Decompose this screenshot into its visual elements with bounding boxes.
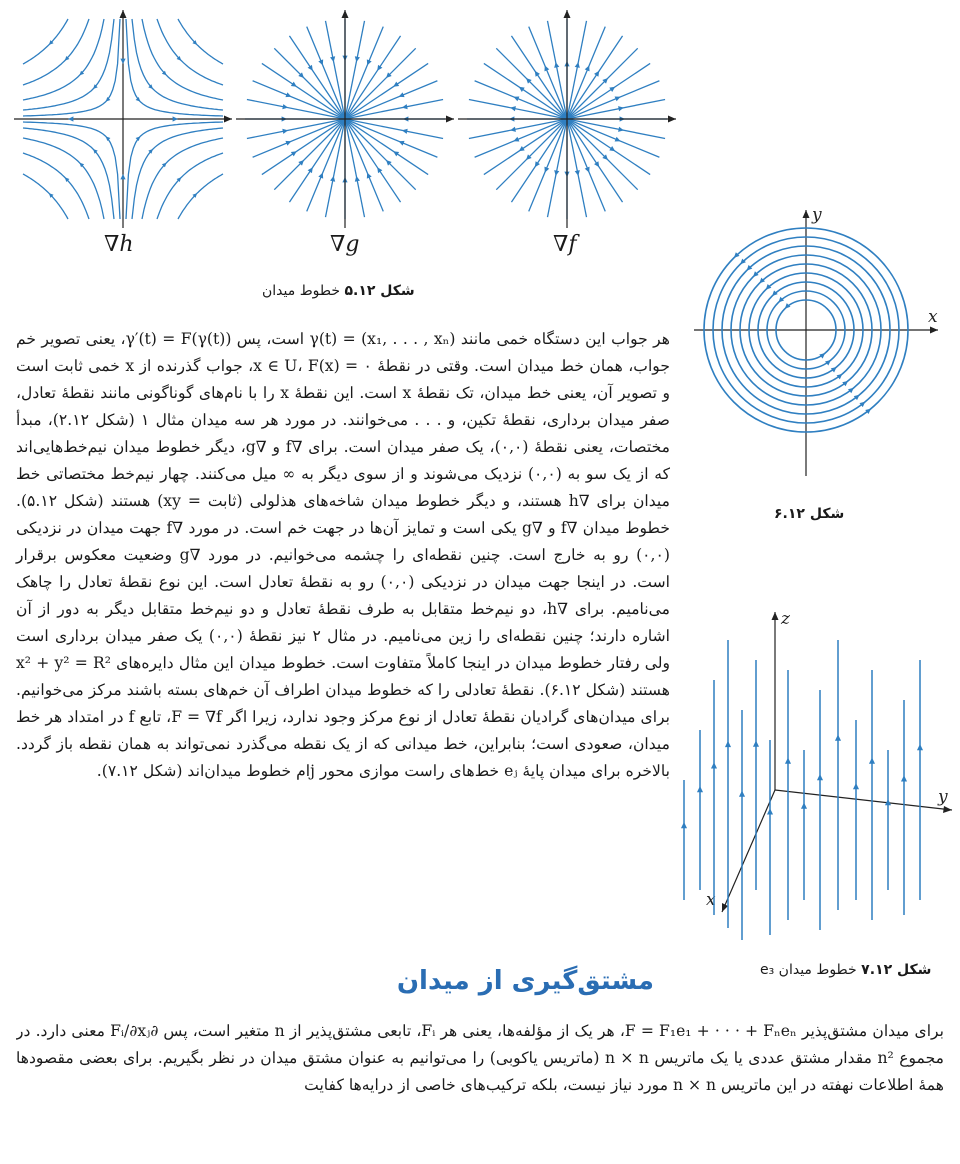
section-title: مشتق‌گیری از میدان — [396, 966, 654, 996]
y-axis-arrow — [803, 210, 810, 218]
x-axis-arrow — [930, 327, 938, 334]
y-axis-arrow — [120, 10, 127, 18]
hyperbola-branch — [23, 19, 68, 64]
figure-6-caption — [774, 506, 844, 522]
figure-basis-field — [670, 600, 955, 945]
ray-arrow — [308, 167, 313, 173]
line-arrow — [817, 774, 823, 780]
branch-arrow — [106, 97, 111, 102]
hyperbola-branch — [142, 138, 223, 219]
x-axis — [722, 790, 775, 912]
ray-arrow — [519, 87, 525, 92]
figure-7-caption — [760, 962, 931, 978]
figure-5-caption-num: شکل ۵.۱۲ — [344, 283, 415, 299]
line-arrow — [901, 775, 907, 781]
axis-flow-arrow — [173, 116, 178, 121]
ray-arrow — [291, 82, 297, 87]
field-ray — [496, 48, 567, 119]
line-arrow — [711, 762, 717, 768]
line-arrow — [725, 741, 731, 747]
ray-arrow — [535, 71, 540, 77]
hyperbola-branch — [23, 174, 68, 219]
ray-arrow — [609, 87, 615, 92]
line-arrow — [753, 741, 759, 747]
ray-arrow — [609, 146, 615, 151]
ray-arrow — [355, 176, 360, 182]
ray-arrow — [510, 127, 516, 132]
ray-arrow — [618, 127, 624, 132]
ray-arrow — [393, 82, 399, 87]
y-axis-arrow — [564, 10, 571, 18]
line-arrow — [697, 786, 703, 792]
figure-saddle — [14, 10, 232, 228]
concentric-circles-plot — [688, 196, 950, 486]
hyperbola-branch — [23, 19, 104, 100]
line-arrow — [853, 783, 859, 789]
ray-arrow — [554, 170, 559, 176]
figure-7-caption-num: شکل ۷.۱۲ — [861, 962, 932, 978]
ray-arrow — [282, 104, 288, 109]
ray-arrow — [330, 176, 335, 182]
figure-5-caption-text: خطوط میدان — [262, 283, 341, 299]
z-axis-label: z — [781, 609, 790, 629]
ray-arrow — [535, 161, 540, 167]
y-axis-label: y — [812, 205, 822, 225]
ray-arrow — [618, 106, 624, 111]
ray-arrow — [402, 104, 408, 109]
line-arrow — [869, 758, 875, 764]
axis-flow-arrow — [120, 59, 125, 64]
ray-arrow — [594, 71, 599, 77]
x-axis-arrow — [668, 116, 676, 123]
saddle-field-plot — [14, 10, 232, 228]
x-axis-arrow — [224, 116, 232, 123]
branch-arrow — [136, 136, 141, 141]
line-arrow — [739, 791, 745, 797]
hyperbola-branch — [142, 19, 223, 100]
figure-5-caption — [262, 283, 415, 299]
paragraph-2: برای میدان مشتق‌پذیر F = F₁e₁ + · · · + Fₙeₙ، هر یک از مؤلفه‌ها، یعنی هر Fᵢ، تابعی مشتق‌پذیر از n متغیر است، پس ∂Fᵢ/∂xⱼ معنی دارد. در مجموع n² مقدار مشتق عددی یا یک ماتریس n × n (ماتریس یاکوبی) را می‌توانیم به عنوان مشتق میدان در نظر بگیریم. برای بعضی مقصودها همهٔ اطلاعات نهفته در این ماتریس n × n مورد نیاز نیست، بلکه ترکیب‌های خاصی از درایه‌ها کفایت — [16, 1022, 944, 1094]
panel-label-grad-f: ∇f — [553, 232, 577, 257]
hyperbola-branch — [23, 138, 104, 219]
figure-6-caption-num: شکل ۶.۱۲ — [774, 506, 845, 522]
x-axis-label: x — [928, 307, 938, 327]
ray-arrow — [330, 56, 335, 62]
y-axis — [775, 790, 952, 810]
ray-arrow — [575, 62, 580, 68]
figure-center — [688, 196, 950, 486]
line-arrow — [767, 808, 773, 814]
z-axis-arrow — [772, 612, 779, 620]
field-ray — [567, 119, 638, 190]
y-axis-arrow — [342, 10, 349, 18]
main-paragraph — [16, 326, 670, 785]
ray-arrow — [554, 62, 559, 68]
y-axis-label: y — [938, 787, 948, 807]
ray-arrow — [355, 56, 360, 62]
ray-arrow — [291, 151, 297, 156]
hyperbola-branch — [178, 19, 223, 64]
axis-flow-arrow — [68, 116, 73, 121]
figure-source — [458, 10, 676, 228]
ray-arrow — [594, 161, 599, 167]
vertical-lines-plot — [670, 600, 955, 945]
line-arrow — [785, 758, 791, 764]
field-ray — [496, 119, 567, 190]
ray-arrow — [519, 146, 525, 151]
line-arrow — [801, 803, 807, 809]
line-arrow — [917, 744, 923, 750]
panel-label-grad-g: ∇g — [330, 232, 360, 257]
panel-label-grad-h: ∇h — [104, 232, 134, 257]
ray-arrow — [377, 65, 382, 71]
ray-arrow — [393, 151, 399, 156]
ray-arrow — [377, 167, 382, 173]
ray-arrow — [282, 129, 288, 134]
ray-arrow — [308, 65, 313, 71]
field-ray — [567, 48, 638, 119]
ray-arrow — [510, 106, 516, 111]
line-arrow — [681, 822, 687, 828]
axis-flow-arrow — [120, 174, 125, 179]
branch-arrow — [106, 136, 111, 141]
hyperbola-branch — [178, 174, 223, 219]
branch-arrow — [136, 97, 141, 102]
second-paragraph — [16, 1018, 944, 1164]
ray-arrow — [575, 170, 580, 176]
x-axis-arrow — [446, 116, 454, 123]
sink-field-plot — [236, 10, 454, 228]
ray-arrow — [402, 129, 408, 134]
figure-sink — [236, 10, 454, 228]
y-axis-arrow — [943, 806, 952, 813]
x-axis-label: x — [706, 890, 716, 910]
source-field-plot — [458, 10, 676, 228]
line-arrow — [835, 735, 841, 741]
paragraph-1: هر جواب این دستگاه خمی مانند γ(t) = (x₁, . . . , xₙ) است، پس γ′(t) = F(γ(t))، یعنی تصویر خم جواب، همان خط میدان است. وقتی در نقطهٔ x ∈ U، F(x) = ۰، جواب گذرنده از x خمی ثابت است و تصویر آن، یعنی خط میدان، تک نقطهٔ x است. این نقطهٔ x را با نام‌های گوناگونی مانند نقطهٔ تعادل، صفر میدان برداری، نقطهٔ تکین، و . . . می‌خوانند. در مورد هر سه میدان مثال ۱ (شکل ۲.۱۲)، مبدأ مختصات، یعنی نقطهٔ (۰,۰)، یک صفر میدان است. برای ∇f و ∇g، دیگر خطوط میدان نیم‌خط‌هایی‌اند که از یک سو به (۰,۰) نزدیک می‌شوند و از سوی دیگر به ∞ میل می‌کنند. چهار نیم‌خط مختصاتی خط میدان برای ∇h هستند، و دیگر خطوط میدان شاخه‌های هذلولی (ثابت = xy) هستند (شکل ۵.۱۲). خطوط میدان ∇f و ∇g یکی است و تمایز آن‌ها در جهت خم است. در مورد ∇f جهت میدان در نزدیکی (۰,۰) رو به خارج است. چنین نقطه‌ای را چشمه می‌خوانیم. در مورد ∇g وضعیت معکوس برقرار است. در اینجا جهت میدان در نزدیکی (۰,۰) رو به نقطهٔ تعادل است. این نوع نقطهٔ تعادل را چاهک می‌نامیم. برای ∇h، دو نیم‌خط متقابل به طرف نقطهٔ تعادل و دو نیم‌خط متقابل دیگر به دور از آن اشاره دارند؛ چنین نقطه‌ای را زین می‌نامیم. در مثال ۲ نیز نقطهٔ (۰,۰) یک صفر میدان برداری است ولی رفتار خطوط میدان در اینجا کاملاً متفاوت است. خطوط میدان این مثال دایره‌های x² + y² = R² هستند (شکل ۶.۱۲). نقطهٔ تعادلی را که خطوط میدان اطراف آن خم‌های بسته باشند مرکز می‌خوانیم. برای میدان‌های گرادیان نقطهٔ تعادل از نوع مرکز وجود ندارد، زیرا اگر F = ∇f، تابع f در امتداد هر خط میدان، صعودی است؛ بنابراین، خط میدانی که از یک نقطه می‌گذرد نمی‌تواند به همان نقطه باز گردد. بالاخره برای میدان پایهٔ eⱼ خط‌های راست موازی محور jام خطوط میدان‌اند (شکل ۷.۱۲). — [16, 330, 671, 780]
figure-7-caption-text: خطوط میدان e₃ — [760, 962, 857, 978]
